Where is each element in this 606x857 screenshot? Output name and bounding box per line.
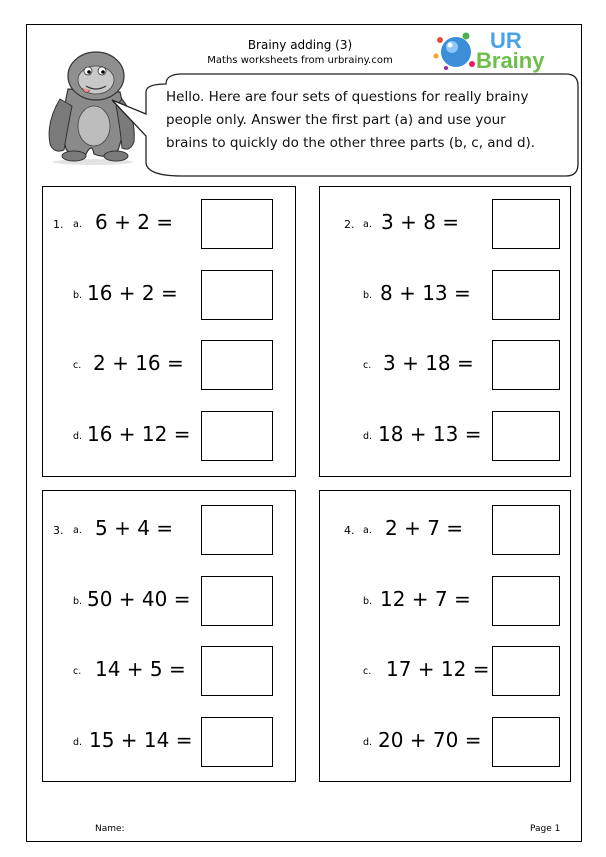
answer-box[interactable] [492, 340, 560, 390]
question-row [43, 576, 295, 628]
answer-box[interactable] [201, 411, 273, 461]
question-number: 4. [344, 524, 355, 537]
sum-expression: 3 + 8 = [381, 210, 460, 234]
part-label: a. [73, 219, 82, 230]
worksheet-title: Brainy adding (3) [247, 38, 353, 52]
question-number: 2. [344, 218, 355, 231]
sum-expression: 12 + 7 = [380, 587, 471, 611]
question-row [43, 270, 295, 322]
name-label: Name: [95, 824, 125, 834]
part-label: b. [363, 596, 373, 607]
question-number: 1. [53, 218, 64, 231]
sum-expression: 2 + 7 = [385, 516, 464, 540]
question-panel-3 [42, 490, 296, 782]
part-label: d. [73, 737, 83, 748]
question-row [43, 646, 295, 698]
sum-expression: 17 + 12 = [386, 657, 490, 681]
answer-box[interactable] [492, 646, 560, 696]
part-label: b. [73, 596, 83, 607]
part-label: c. [73, 360, 82, 371]
sum-expression: 15 + 14 = [89, 728, 193, 752]
question-row [320, 411, 570, 463]
speech-bubble-text [166, 86, 556, 155]
answer-box[interactable] [201, 340, 273, 390]
part-label: a. [363, 219, 372, 230]
question-row [320, 576, 570, 628]
part-label: c. [73, 666, 82, 677]
question-row [43, 199, 295, 251]
part-label: a. [73, 525, 82, 536]
part-label: c. [363, 666, 372, 677]
part-label: d. [363, 737, 373, 748]
question-row [320, 505, 570, 557]
question-panel-4 [319, 490, 571, 782]
answer-box[interactable] [492, 411, 560, 461]
part-label: d. [73, 431, 83, 442]
answer-box[interactable] [492, 505, 560, 555]
answer-box[interactable] [492, 270, 560, 320]
urbrainy-logo [428, 26, 554, 76]
logo-brainy-text: Brainy [476, 48, 545, 73]
speech-line: brains to quickly do the other three parts (b, c, and d). [166, 135, 536, 151]
question-row [43, 340, 295, 392]
question-row [320, 199, 570, 251]
answer-box[interactable] [201, 505, 273, 555]
worksheet-subtitle: Maths worksheets from urbrainy.com [207, 55, 393, 66]
answer-box[interactable] [201, 717, 273, 767]
question-row [320, 340, 570, 392]
sum-expression: 3 + 18 = [383, 351, 474, 375]
speech-line: people only. Answer the first part (a) and use your [166, 112, 506, 128]
answer-box[interactable] [492, 199, 560, 249]
sum-expression: 8 + 13 = [380, 281, 471, 305]
question-row [320, 717, 570, 769]
answer-box[interactable] [492, 576, 560, 626]
sum-expression: 5 + 4 = [95, 516, 174, 540]
part-label: d. [363, 431, 373, 442]
part-label: b. [363, 290, 373, 301]
question-row [43, 717, 295, 769]
sum-expression: 14 + 5 = [95, 657, 186, 681]
sum-expression: 16 + 12 = [87, 422, 191, 446]
sum-expression: 18 + 13 = [378, 422, 482, 446]
answer-box[interactable] [201, 199, 273, 249]
question-panel-1 [42, 186, 296, 477]
logo-ur-text: UR [490, 28, 522, 53]
question-row [43, 505, 295, 557]
sum-expression: 16 + 2 = [87, 281, 178, 305]
answer-box[interactable] [492, 717, 560, 767]
part-label: c. [363, 360, 372, 371]
question-row [320, 270, 570, 322]
answer-box[interactable] [201, 576, 273, 626]
speech-line: Hello. Here are four sets of questions for really brainy [166, 89, 529, 105]
part-label: b. [73, 290, 83, 301]
part-label: a. [363, 525, 372, 536]
question-row [320, 646, 570, 698]
question-number: 3. [53, 524, 64, 537]
question-row [43, 411, 295, 463]
sum-expression: 6 + 2 = [95, 210, 174, 234]
answer-box[interactable] [201, 646, 273, 696]
sum-expression: 50 + 40 = [87, 587, 191, 611]
page-number: Page 1 [530, 824, 561, 834]
sum-expression: 20 + 70 = [378, 728, 482, 752]
answer-box[interactable] [201, 270, 273, 320]
question-panel-2 [319, 186, 571, 477]
sum-expression: 2 + 16 = [93, 351, 184, 375]
